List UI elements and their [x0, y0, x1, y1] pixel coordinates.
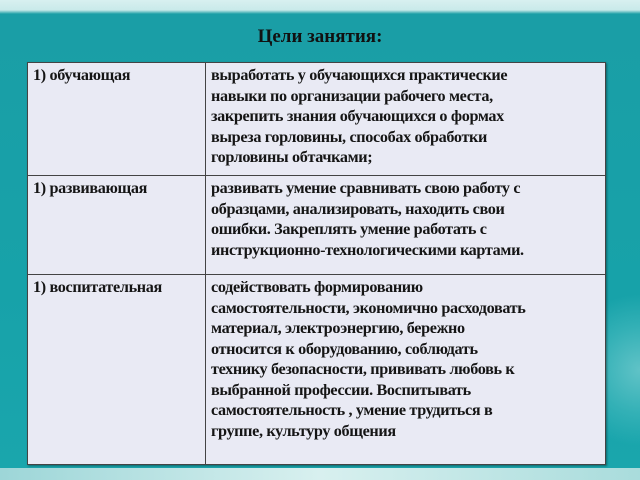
text-line: развивать умение сравнивать свою работу с [211, 179, 521, 197]
background-decoration [600, 270, 640, 470]
text-line: самостоятельности, экономично расходовать [211, 298, 526, 317]
text-line: ошибки. Закреплять умение работать с [211, 220, 487, 238]
text-line: закрепить знания обучающихся о формах [211, 107, 504, 125]
text-line: навыки по организации рабочего места, [211, 86, 493, 105]
text-line: группе, культуру общения [211, 421, 396, 440]
goal-description [206, 63, 606, 176]
slide-title: Цели занятия: [257, 26, 383, 47]
text-line: содействовать формированию [211, 278, 423, 296]
text-line: выреза горловины, способах обработки [211, 127, 488, 146]
goal-type: 1) обучающая [28, 63, 206, 176]
bottom-strip [0, 468, 640, 480]
text-line: самостоятельность , умение трудиться в [211, 401, 493, 419]
text-line: инструкционно-технологическими картами. [211, 240, 524, 259]
goal-description [206, 275, 606, 465]
text-line: материал, электроэнергию, бережно [211, 319, 465, 337]
text-line: образцами, анализировать, находить свои [211, 199, 505, 218]
text-line: выработать у обучающихся практические [211, 66, 508, 84]
goal-type: 1) воспитательная [28, 275, 206, 465]
table-row [28, 275, 606, 465]
table-row [28, 176, 606, 275]
table-row [28, 63, 606, 176]
goal-description [206, 176, 606, 275]
text-line: горловины обтачками; [211, 148, 373, 166]
text-line: выбранной профессии. Воспитывать [211, 380, 471, 399]
goal-type: 1) развивающая [28, 176, 206, 275]
goals-table [27, 62, 606, 465]
text-line: относится к оборудованию, соблюдать [211, 339, 478, 358]
text-line: технику безопасности, прививать любовь к [211, 360, 515, 378]
